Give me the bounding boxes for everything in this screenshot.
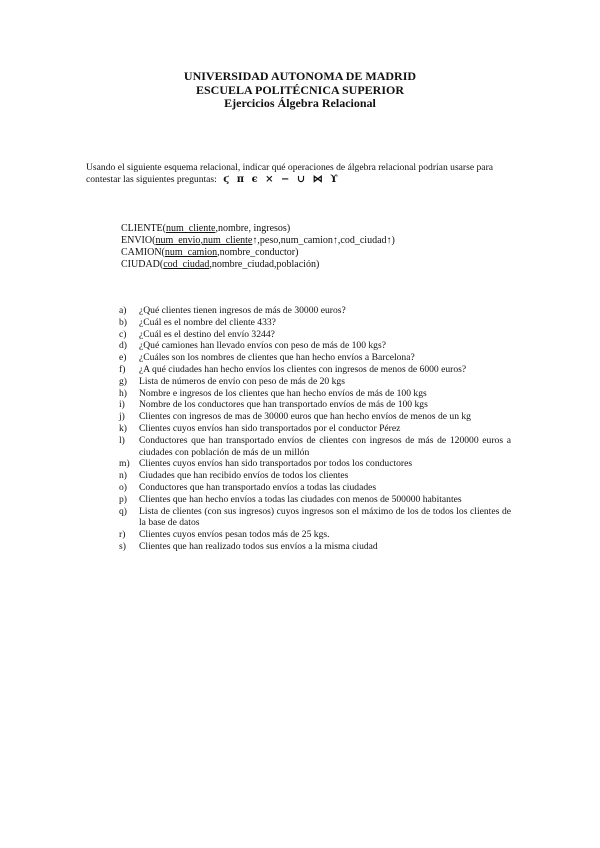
relation-name: CAMION( [121, 247, 165, 258]
operator-symbols: ϛ π ϵ × − ∪ ⋈ ϒ [223, 174, 340, 185]
question-text: Clientes cuyos envíos han sido transportados por el conductor Pérez [139, 422, 401, 434]
attributes: ,nombre, ingresos) [215, 223, 291, 234]
list-item [119, 458, 511, 470]
question-label: q) [119, 505, 127, 517]
university-name: UNIVERSIDAD AUTONOMA DE MADRID [183, 69, 417, 83]
question-label: p) [119, 493, 127, 505]
question-label: f) [119, 363, 126, 375]
primary-key: cod_ciudad [163, 259, 210, 270]
question-list [119, 305, 511, 553]
question-text: Clientes que han realizado todos sus envíos a la misma ciudad [139, 540, 378, 552]
question-text: Lista de clientes (con sus ingresos) cuyos ingresos son el máximo de los de todos los clientes de la base de datos [139, 505, 511, 529]
list-item [119, 541, 511, 553]
question-label: s) [119, 540, 126, 552]
primary-key: num_envio [155, 235, 201, 246]
list-item [119, 506, 511, 530]
relation-name: ENVIO( [121, 235, 156, 246]
question-label: o) [119, 481, 127, 493]
list-item [119, 329, 511, 341]
question-text: ¿Cuáles son los nombres de clientes que han hecho envíos a Barcelona? [139, 352, 415, 364]
relation-name: CIUDAD( [121, 259, 164, 270]
attributes: ,nombre_conductor) [217, 247, 299, 258]
primary-key: num_cliente [166, 223, 216, 234]
question-label: j) [119, 411, 125, 423]
question-label: g) [119, 375, 127, 387]
list-item [119, 376, 511, 388]
schema-ciudad [121, 259, 395, 271]
question-text: ¿Cuál es el nombre del cliente 433? [139, 316, 276, 328]
document-header [0, 70, 600, 111]
schema-camion [121, 247, 395, 259]
schema-cliente [121, 223, 395, 235]
question-label: a) [119, 305, 127, 316]
question-label: c) [119, 328, 127, 340]
question-text: ¿Qué clientes tienen ingresos de más de 30000 euros? [139, 305, 346, 316]
question-text: Nombre de los conductores que han transportado envíos de más de 100 kgs [139, 399, 428, 411]
list-item [119, 411, 511, 423]
question-label: b) [119, 316, 127, 328]
list-item [119, 470, 511, 482]
list-item [119, 435, 511, 459]
question-text: ¿A qué ciudades han hecho envíos los clientes con ingresos de menos de 6000 euros? [139, 363, 467, 375]
question-label: n) [119, 470, 127, 482]
question-text: Nombre e ingresos de los clientes que han hecho envíos de más de 100 kgs [139, 387, 427, 399]
question-text: ¿Cuál es el destino del envío 3244? [139, 328, 275, 340]
question-label: k) [119, 422, 127, 434]
question-text: ¿Qué camiones han llevado envíos con peso de más de 100 kgs? [139, 340, 386, 352]
school-name: ESCUELA POLITÉCNICA SUPERIOR [195, 82, 405, 97]
document-title: Ejercicios Álgebra Relacional [224, 96, 376, 110]
question-text: Ciudades que han recibido envíos de todos los clientes [139, 470, 349, 482]
question-text: Clientes cuyos envíos han sido transportados por todos los conductores [139, 458, 413, 470]
list-item [119, 399, 511, 411]
list-item [119, 340, 511, 352]
primary-key: num_cliente [202, 235, 253, 246]
question-label: r) [119, 529, 126, 541]
question-label: d) [119, 340, 127, 352]
list-item [119, 352, 511, 364]
list-item [119, 305, 511, 317]
question-text: Lista de números de envío con peso de más de 20 kgs [139, 375, 345, 387]
intro-paragraph [86, 162, 518, 186]
question-text: Conductores que han transportado envíos de clientes con ingresos de más de 120000 euros a ciudades con población de más de un millón [139, 434, 511, 458]
question-label: h) [119, 387, 127, 399]
list-item [119, 388, 511, 400]
question-label: i) [119, 399, 125, 411]
question-text: Clientes que han hecho envíos a todas las ciudades con menos de 500000 habitantes [139, 493, 462, 505]
attributes: ,nombre_ciudad,población) [209, 259, 320, 270]
question-label: l) [119, 434, 125, 446]
attributes: ↑,peso,num_camion↑,cod_ciudad↑) [252, 235, 395, 246]
key-separator: , [200, 235, 203, 246]
question-label: e) [119, 352, 127, 364]
question-text: Clientes cuyos envíos pesan todos más de 25 kgs. [139, 529, 330, 541]
list-item [119, 317, 511, 329]
primary-key: num_camion [164, 247, 218, 258]
list-item [119, 364, 511, 376]
relational-schema [121, 223, 395, 271]
relation-name: CLIENTE( [121, 223, 166, 234]
intro-text: Usando el siguiente esquema relacional, indicar qué operaciones de álgebra relacional podrían usarse para contestar las siguientes preguntas: [86, 162, 494, 185]
list-item [119, 494, 511, 506]
list-item [119, 482, 511, 494]
list-item [119, 529, 511, 541]
question-text: Conductores que han transportado envíos a todas las ciudades [139, 481, 377, 493]
question-label: m) [119, 458, 130, 470]
list-item [119, 423, 511, 435]
schema-envio [121, 235, 395, 247]
question-text: Clientes con ingresos de mas de 30000 euros que han hecho envíos de menos de un kg [139, 411, 471, 423]
